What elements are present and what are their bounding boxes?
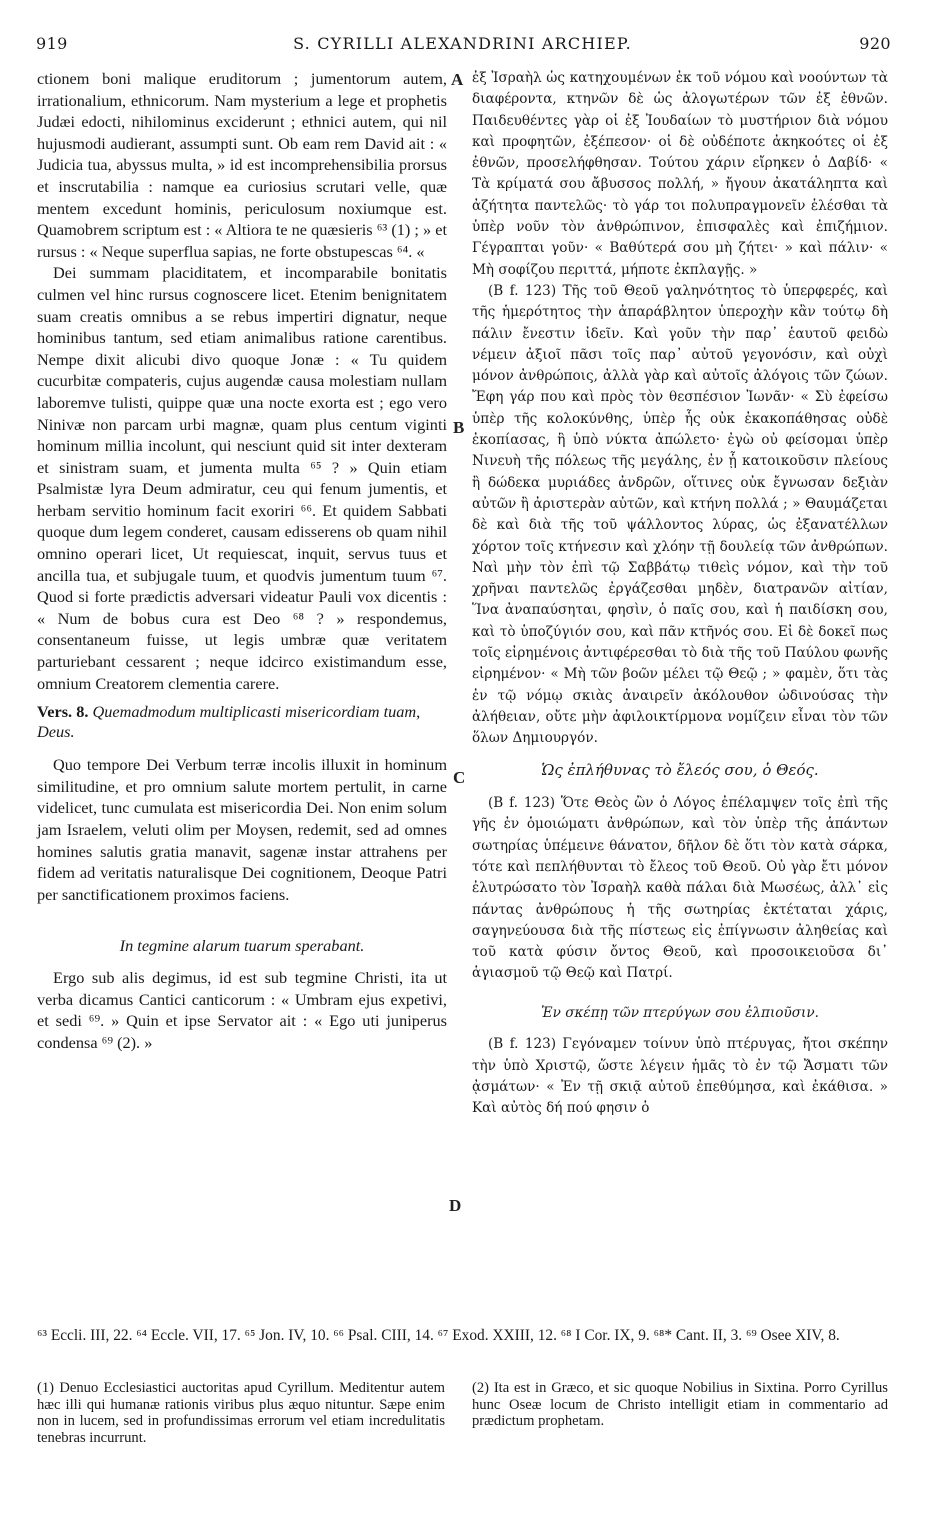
page-number-right: 920 <box>859 34 891 53</box>
note-left: (1) Denuo Ecclesiastici auctoritas apud Cyrillum. Meditentur autem hæc illi qui humanæ rationis viribus plus æquo nituntur. Sæpe enim non in lucem, sed in profundissimas errorum vel etiam incredulitatis tenebras incurrunt. <box>37 1380 445 1446</box>
page-number-left: 919 <box>36 34 68 53</box>
latin-paragraph-2: Dei summam placiditatem, et incomparabile bonitatis culmen vel hinc rursus cognoscere licet. Etenim benignitatem suam creatis omnibus a se rebus impertiri dignatur, neque hominibus tantum, sed etiam animalibus ratione carentibus. Nempe dixit alicubi divo quoque Jonæ : « Tu quidem cucurbitæ compateris, cujus augendæ causa molestiam nullam laboremve tulisti, quippe quæ una nocte exorta est ; ego vero Ninivæ non parcam urbi magnæ, quam plus centum viginti hominum millia incolunt, qui nesciunt quid sit inter dexteram et sinistram suam, et jumenta multa ⁶⁵ ? » Quin etiam Psalmistæ lyra Deum admiratur, ceu qui fenum jumentis, et herbam servitio hominum facit exoriri ⁶⁶. Et quidem Sabbati quoque dum legem conderet, causam edisserens ob quam nihil omnino operari licet, Ut requiescat, inquit, servus tuus et ancilla tua, et subjugale tuum, et quodvis jumentum tuum ⁶⁷. Quod si forte prædictis adversari videatur Pauli vox dicentis : « Num de bobus cura est Deo ⁶⁸ ? » respondemus, consentaneum fuisse, ut legis umbræ quæ veritatem parturiebant cessarent ; neque idcirco existimandum esse, omnium Creatorem clementia carere. <box>37 263 447 693</box>
greek-paragraph-3: (B f. 123) Ὅτε Θεὸς ὢν ὁ Λόγος ἐπέλαμψεν τοῖς ἐπὶ τῆς γῆς ἐν ὁμοιώματι ἀνθρώπων, καὶ τὸν ὑπὲρ τῆς ἁπάντων σωτηρίας ὑπέμεινε θάνατον, δῆλον δὲ ὅτι τὸν κατὰ σάρκα, τότε καὶ πεπλήθυνται τὸ ἔλεος τοῦ Θεοῦ. Οὐ γὰρ ἔτι μόνον ἐλυτρώσατο τὸν Ἰσραὴλ καθὰ πάλαι διὰ Μωσέως, ἀλλ᾽ εἰς πάντας ἀνθρώπους ἡ τῆς σωτηρίας ἐκτέταται χάρις, σαγηνεύουσα διὰ τῆς πίστεως εἰς ἐπίγνωσιν ἀληθείας καὶ τοῦ κατὰ φύσιν ὄντος Θεοῦ, καὶ προσοικειοῦσα δι᾽ ἁγιασμοῦ τῷ Θεῷ καὶ Πατρί. <box>472 795 888 982</box>
margin-letter-d: D <box>449 1196 462 1215</box>
latin-subheading: In tegmine alarum tuarum sperabant. <box>119 936 365 956</box>
greek-subheading: Ἐν σκέπῃ τῶν πτερύγων σου ἐλπιοῦσιν. <box>541 1004 819 1021</box>
greek-verse-title: Ὡς ἐπλήθυνας τὸ ἔλεός σου, ὁ Θεός. <box>541 760 819 779</box>
latin-paragraph-3: Quo tempore Dei Verbum terræ incolis illuxit in hominum similitudine, et pro omnium salute mortem pertulit, in carne videlicet, tunc cumulata est misericordia Dei. Non enim solum jam Israelem, veluti olim per Moysen, redemit, sed ad omnes homines salutis gratia manavit, sagenæ instar attrahens per fidem ad veritatis naturalisque Dei cognitionem, Deoque Patri per sanctificationem proximos faciens. <box>37 755 447 904</box>
margin-letter-b: B <box>453 418 465 437</box>
verse-heading <box>37 702 447 742</box>
latin-paragraph-4: Ergo sub alis degimus, id est sub tegmine Christi, ita ut verba dicamus Cantici canticorum : « Umbram ejus expetivi, et sedi ⁶⁹. » Quin et ipse Servator ait : « Ego uti juniperus condensa ⁶⁹ (2). » <box>37 967 447 1052</box>
verse-label: Vers. 8. <box>37 702 89 722</box>
greek-paragraph-1: ἐξ Ἰσραὴλ ὡς κατηχουμένων ἐκ τοῦ νόμου καὶ νοούντων τὰ διαφέροντα, κτηνῶν δὲ ὡς ἀλογωτέρων τῶν ἐξ ἐθνῶν. Παιδευθέντες γὰρ οἱ ἐξ Ἰουδαίων τὸ μυστήριον διὰ νόμου καὶ προφητῶν, ἐξέπεσον· οἱ δὲ οὐδέποτε ἀκηκοότες οἱ ἐξ ἐθνῶν, προσελήφθησαν. Τούτου χάριν εἴρηκεν ὁ Δαβίδ· « Τὰ κρίματά σου ἄβυσσος πολλή, » ἤγουν ἀκατάληπτα καὶ ἀζήτητα παντελῶς· τὸ γάρ τοι πολυπραγμονεῖν ἑλέσθαι τὰ ὑπὲρ νοῦν τὸν ἀνθρώπινον, ἐπισφαλὲς καὶ ἐπιζήμιον. Γέγραπται γοῦν· « Βαθύτερά σου μὴ ζήτει· » καὶ πάλιν· « Μὴ σοφίζου περιττά, μήποτε ἐκπλαγῇς. » <box>472 70 888 278</box>
running-header <box>0 34 925 60</box>
greek-paragraph-2: (B f. 123) Τῆς τοῦ Θεοῦ γαληνότητος τὸ ὑπερφερές, καὶ τῆς ἡμερότητος τὴν ἀπαράβλητον ὑπεροχὴν κἂν τούτῳ δὴ πάλιν ἔνεστιν ἰδεῖν. Καὶ γοῦν τὴν παρ᾽ ἑαυτοῦ φειδὼ νέμειν ἀξιοῖ πᾶσι τοῖς παρ᾽ αὐτοῦ γεγονόσιν, καὶ οὐχὶ μόνον ἀνθρώποις, ἀλλὰ γὰρ καὶ αὐτοῖς ἀλόγοις τῶν ζώων. Ἔφη γάρ που καὶ πρὸς τὸν θεσπέσιον Ἰωνᾶν· « Σὺ ἐφείσω ὑπὲρ τῆς κολοκύνθης, ὑπὲρ ἧς οὐκ ἐκακοπάθησας οὐδὲ ἐκοπίασας, ἣ ὑπὸ νύκτα ἀπώλετο· ἐγὼ οὐ φείσομαι ὑπὲρ Νινευὴ τῆς πόλεως τῆς μεγάλης, ἐν ᾗ κατοικοῦσιν πλείους ἢ δώδεκα μυριάδες ἀνδρῶν, οἵτινες οὐκ ἔγνωσαν δεξιὰν αὐτῶν ἢ ἀριστερὰν αὐτῶν, καὶ κτήνη πολλά ; » Θαυμάζεται δὲ καὶ διὰ τῆς τοῦ ψάλλοντος λύρας, ὡς ἐξανατέλλων χόρτον τοῖς κτήνεσιν καὶ χλόην τῇ δουλείᾳ τῶν ἀνθρώπων. Ναὶ μὴν τὸν ἐπὶ τῷ Σαββάτῳ τιθεὶς νόμον, καὶ τὴν τοῦ χρῆναι παντελῶς ἐργάζεσθαι μηδὲν, διατρανῶν αἰτίαν, Ἵνα ἀναπαύσηται, φησὶν, ὁ παῖς σου, καὶ ἡ παιδίσκη σου, καὶ τὸ ὑποζύγιόν σου, καὶ πᾶν κτῆνός σου. Εἰ δὲ δοκεῖ πως τοῖς εἰρημένοις ἀντιφέρεσθαι τὸ διὰ τῆς τοῦ Παύλου φωνῆς εἰρημένον· « Μὴ τῶν βοῶν μέλει τῷ Θεῷ ; » φαμὲν, ὅτι τὰς ἐν τῷ νόμῳ σκιὰς ἀναιρεῖν ἀκόλουθον ὠδινούσας τὴν ἀλήθειαν, οὔτε μὴν ἀφιλοικτίρμονα νομίζειν εἶναι τὸν τῶν ὅλων Δημιουργόν. <box>472 282 888 747</box>
margin-letter-a: A <box>451 70 464 89</box>
greek-paragraph-4: (B f. 123) Γεγόναμεν τοίνυν ὑπὸ πτέρυγας, ἤτοι σκέπην τὴν ὑπὸ Χριστῷ, ὥστε λέγειν ἡμᾶς τὸ ἐν τῷ Ἄσματι τῶν ᾀσμάτων· « Ἐν τῇ σκιᾷ αὐτοῦ ἐπεθύμησα, καὶ ἐκάθισα. » Καὶ αὐτὸς δή πού φησιν ὁ <box>472 1036 888 1117</box>
latin-paragraph-1: ctionem boni malique eruditorum ; jumentorum autem, irrationalium, ethnicorum. Nam mysterium a lege et prophetis Judæi edocti, nihilominus exciderunt ; ethnici autem, qui nil hujusmodi audierant, assumpti sunt. Ob eam rem David ait : « Judicia tua, abyssus multa, » id est incomprehensibilia prorsus et inscrutabilia : namque ea curiosius scrutari velle, quæ mentem excedunt hominis, periculosum noxiumque est. Quamobrem scriptum est : « Altiora te ne quæsieris ⁶³ (1) ; » et rursus : « Neque superflua sapias, ne forte obstupescas ⁶⁴. « <box>37 69 447 261</box>
running-title: S. CYRILLI ALEXANDRINI ARCHIEP. <box>293 34 632 53</box>
greek-column <box>472 68 888 1120</box>
margin-letter-c: C <box>453 768 466 787</box>
latin-column <box>37 68 447 1053</box>
note-right: (2) Ita est in Græco, et sic quoque Nobilius in Sixtina. Porro Cyrillus hunc Oseæ locum de Christo intelligit etiam in commentario ad prædictum prophetam. <box>472 1380 888 1430</box>
footnote-references: ⁶³ Eccli. III, 22. ⁶⁴ Eccle. VII, 17. ⁶⁵ Jon. IV, 10. ⁶⁶ Psal. CIII, 14. ⁶⁷ Exod. XXIII, 12. ⁶⁸ I Cor. IX, 9. ⁶⁸* Cant. II, 3. ⁶⁹ Osee XIV, 8. <box>37 1327 840 1344</box>
verse-text: Quemadmodum multiplicasti misericordiam tuam, Deus. <box>37 702 421 742</box>
